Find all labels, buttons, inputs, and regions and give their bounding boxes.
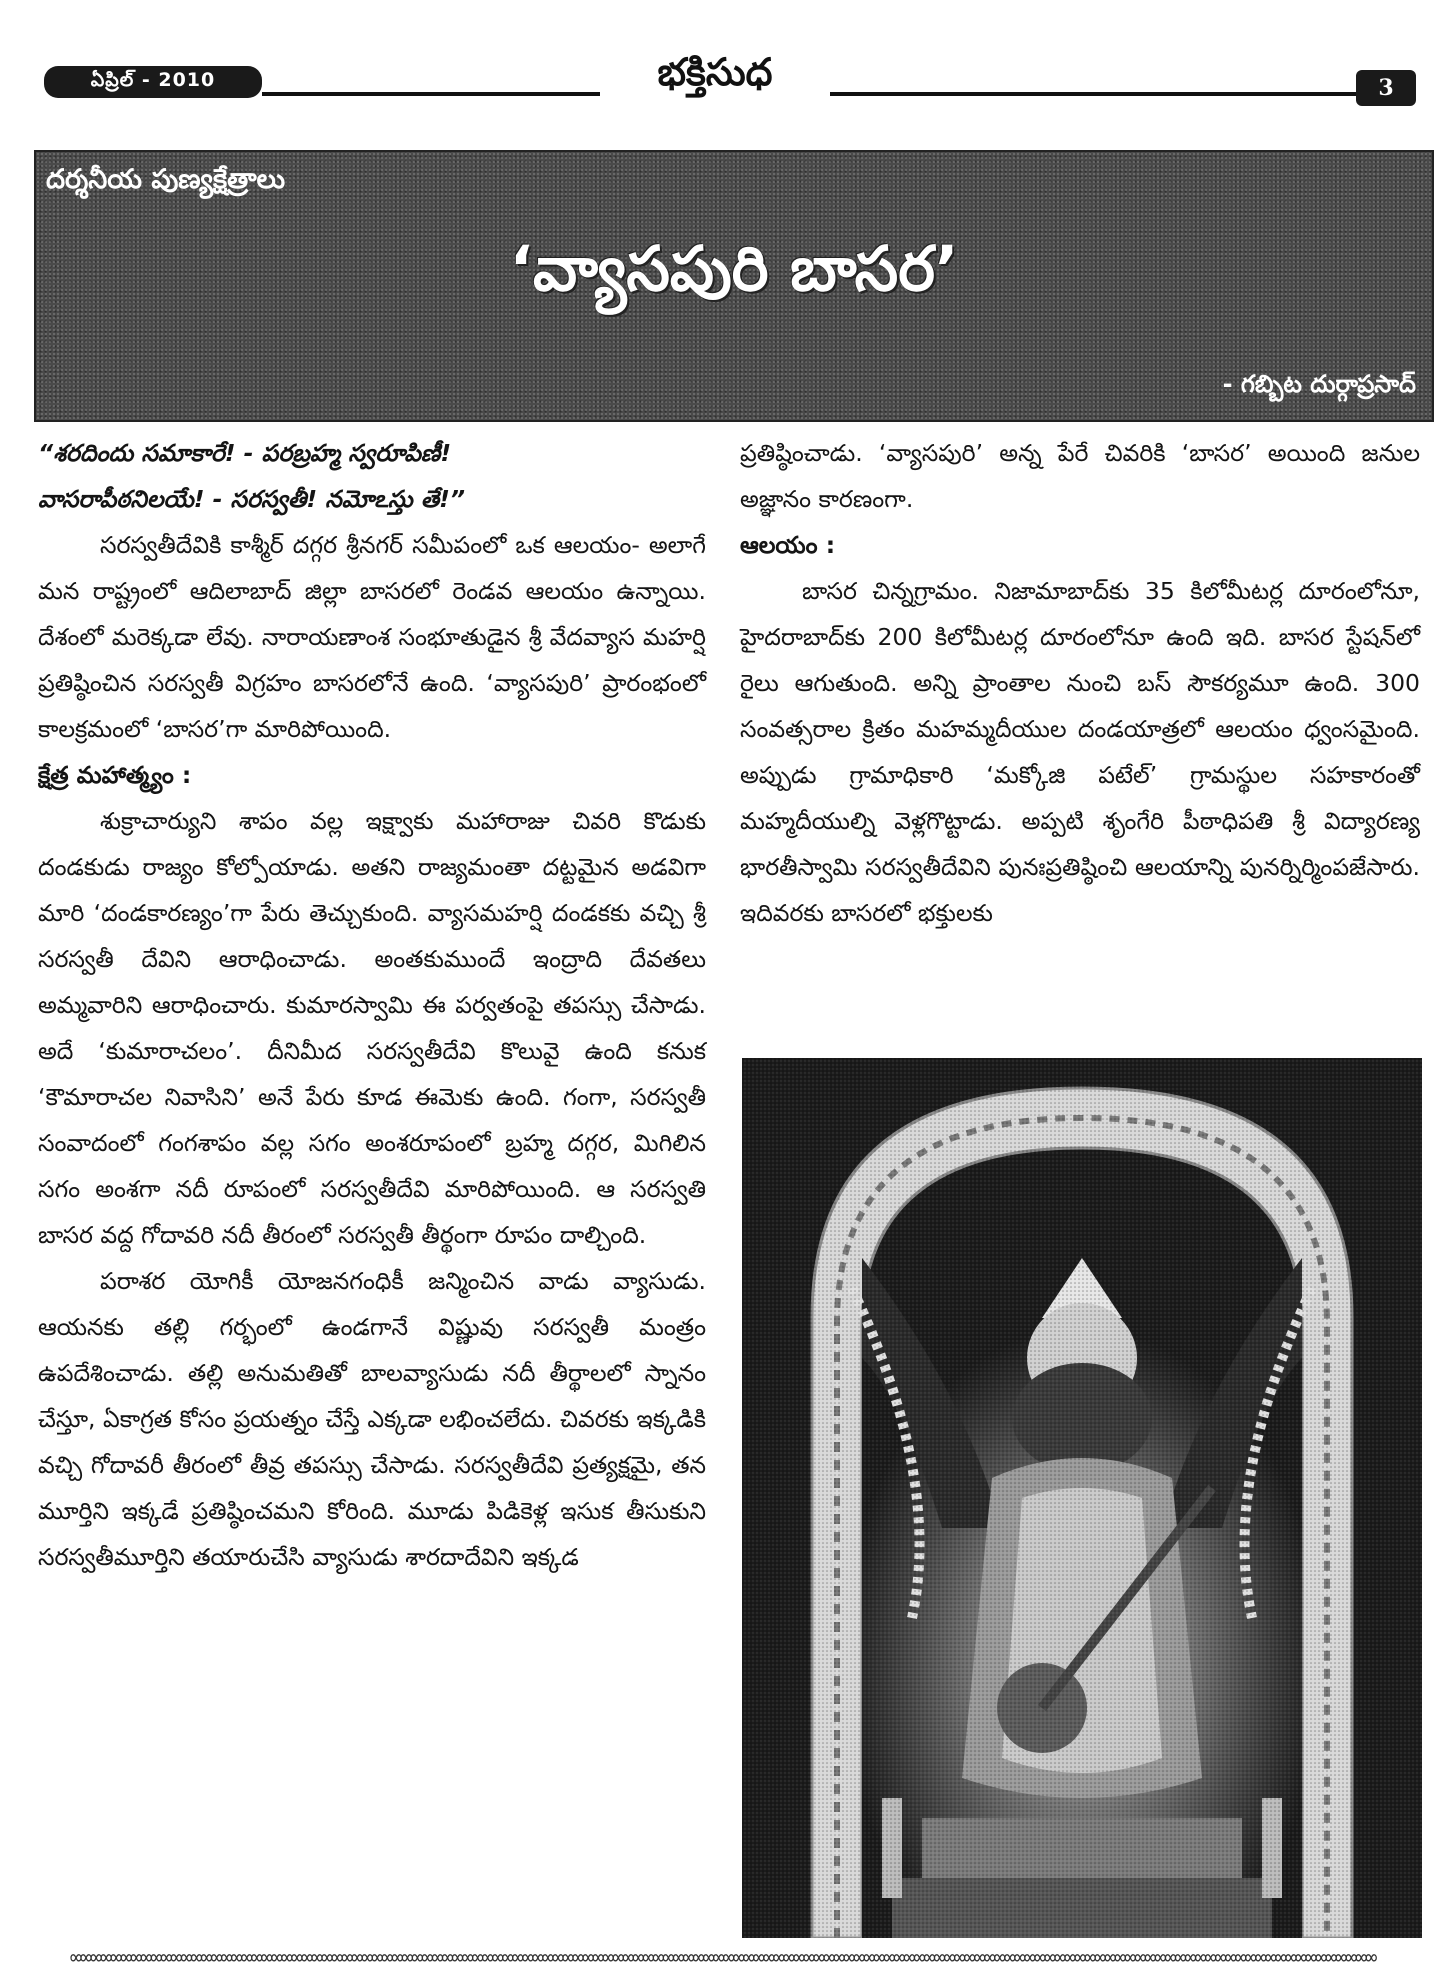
paragraph: సరస్వతీదేవికి కాశ్మీర్ దగ్గర శ్రీనగర్ సమీపంలో ఒక ఆలయం- అలాగే మన రాష్ట్రంలో ఆదిలాబాద్ జిల్లా బాసరలో రెండవ ఆలయం ఉన్నాయి. దేశంలో మరెక్కడా లేవు. నారాయణాంశ సంభూతుడైన శ్రీ వేదవ్యాస మహర్షి ప్రతిష్ఠించిన సరస్వతీ విగ్రహం బాసరలోనే ఉంది. ‘వ్యాసపురి’ ప్రారంభంలో కాలక్రమంలో ‘బాసర’గా మారిపోయింది.	[38, 531, 706, 743]
paragraph: ప్రతిష్ఠించాడు. ‘వ్యాసపురి’ అన్న పేరే చివరికి ‘బాసర’ అయింది జనుల అజ్ఞానం కారణంగా.	[740, 439, 1420, 513]
paragraph: పరాశర యోగికీ యోజనగంధికీ జన్మించిన వాడు వ్యాసుడు. ఆయనకు తల్లి గర్భంలో ఉండగానే విష్ణువు సరస్వతీ మంత్రం ఉపదేశించాడు. తల్లి అనుమతితో బాలవ్యాసుడు నదీ తీర్థాలలో స్నానం చేస్తూ, ఏకాగ్రత కోసం ప్రయత్నం చేస్తే ఎక్కడా లభించలేదు. చివరకు ఇక్కడికి వచ్చి గోదావరీ తీరంలో తీవ్ర తపస్సు చేసాడు. సరస్వతీదేవి ప్రత్యక్షమై, తన మూర్తిని ఇక్కడే ప్రతిష్ఠించమని కోరింది. మూడు పిడికెళ్ల ఇసుక తీసుకుని సరస్వతీమూర్తిని తయారుచేసి వ్యాసుడు శారదాదేవిని ఇక్కడ	[38, 1267, 706, 1571]
page-number: 3	[1356, 70, 1416, 106]
verse-line: “శరదిందు సమాకారే! - పరబ్రహ్మ స్వరూపిణీ!	[38, 439, 452, 467]
article-author: - గబ్బిట దుర్గాప్రసాద్	[1222, 370, 1416, 398]
deity-photo-illustration	[742, 1058, 1422, 1938]
paragraph: శుక్రాచార్యుని శాపం వల్ల ఇక్ష్వాకు మహారాజు చివరి కొడుకు దండకుడు రాజ్యం కోల్పోయాడు. అతని రాజ్యమంతా దట్టమైన అడవిగా మారి ‘దండకారణ్యం’గా పేరు తెచ్చుకుంది. వ్యాసమహర్షి దండకకు వచ్చి శ్రీ సరస్వతీ దేవిని ఆరాధించాడు. అంతకుముందే ఇంద్రాది దేవతలు అమ్మవారిని ఆరాధించారు. కుమారస్వామి ఈ పర్వతంపై తపస్సు చేసాడు. అదే ‘కుమారాచలం’. దీనిమీద సరస్వతీదేవి కొలువై ఉంది కనుక ‘కౌమారాచల నివాసిని’ అనే పేరు కూడ ఈమెకు ఉంది. గంగా, సరస్వతీ సంవాదంలో గంగశాపం వల్ల సగం అంశరూపంలో బ్రహ్మ దగ్గర, మిగిలిన సగం అంశగా నదీ రూపంలో సరస్వతీదేవి మారిపోయింది. ఆ సరస్వతి బాసర వద్ద గోదావరి నదీ తీరంలో సరస్వతీ తీర్థంగా రూపం దాల్చింది.	[38, 807, 706, 1249]
magazine-title: భక్తిసుధ	[600, 50, 830, 104]
subheading: క్షేత్ర మహాత్మ్యం :	[38, 761, 192, 789]
footer-ornament: ∞∞∞∞∞∞∞∞∞∞∞∞∞∞∞∞∞∞∞∞∞∞∞∞∞∞∞∞∞∞∞∞∞∞∞∞∞∞∞∞∞∞∞∞∞∞∞∞∞∞∞∞∞∞∞∞∞∞∞∞∞∞∞∞∞∞∞∞∞∞∞∞∞∞∞∞∞∞∞∞∞∞∞∞∞∞∞∞∞∞∞∞∞∞∞∞∞∞∞∞∞∞∞∞∞∞∞∞∞∞∞∞∞∞∞∞∞∞∞∞∞∞∞∞∞∞∞∞∞∞	[70, 1946, 1376, 1968]
article-title: ‘వ్యాసపురి బాసర’	[509, 232, 959, 305]
issue-date: ఏప్రిల్ - 2010	[44, 66, 262, 98]
section-label: దర్శనీయ పుణ్యక్షేత్రాలు	[46, 164, 286, 195]
article-banner	[34, 150, 1434, 422]
paragraph: బాసర చిన్నగ్రామం. నిజామాబాద్‌కు 35 కిలోమీటర్ల దూరంలోనూ, హైదరాబాద్‌కు 200 కిలోమీటర్ల దూరంలోనూ ఉంది ఇది. బాసర స్టేషన్‌లో రైలు ఆగుతుంది. అన్ని ప్రాంతాల నుంచి బస్ సౌకర్యమూ ఉంది. 300 సంవత్సరాల క్రితం మహమ్మదీయుల దండయాత్రలో ఆలయం ధ్వంసమైంది. అప్పుడు గ్రామాధికారి ‘మక్కోజి పటేల్’ గ్రామస్థుల సహకారంతో మహ్మదీయుల్ని వెళ్లగొట్టాడు. అప్పటి శృంగేరి పీఠాధిపతి శ్రీ విద్యారణ్య భారతీస్వామి సరస్వతీదేవిని పునఃప్రతిష్ఠించి ఆలయాన్ని పునర్నిర్మింపజేసారు. ఇదివరకు బాసరలో భక్తులకు	[740, 577, 1420, 927]
left-column	[38, 430, 706, 1580]
deity-photo	[742, 1058, 1422, 1938]
verse-line: వాసరాపీఠనిలయే! - సరస్వతీ! నమోఽస్తు తే!”	[38, 485, 465, 513]
subheading: ఆలయం :	[740, 531, 836, 559]
right-column	[740, 430, 1420, 936]
